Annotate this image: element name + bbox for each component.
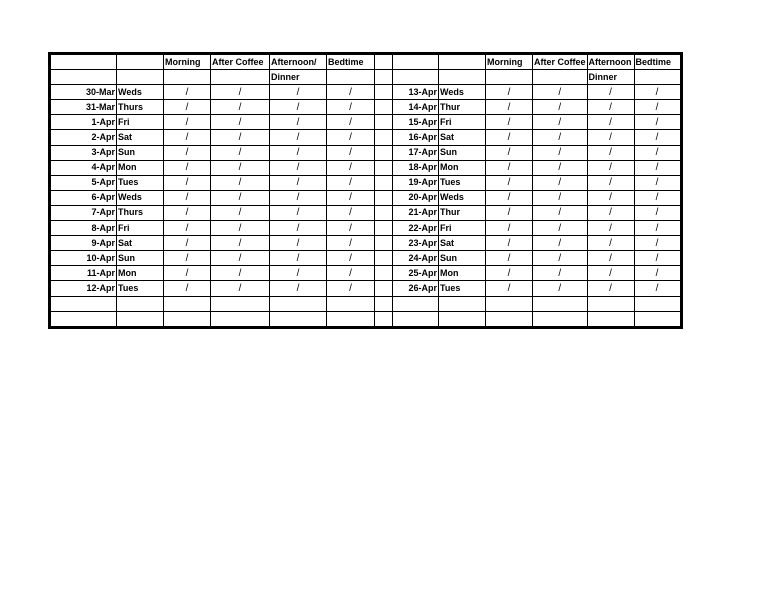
empty-cell[interactable]	[164, 311, 211, 326]
date-cell[interactable]: 4-Apr	[51, 160, 117, 175]
day-cell[interactable]: Thurs	[117, 100, 164, 115]
mark-cell[interactable]: /	[533, 205, 588, 220]
mark-cell[interactable]: /	[211, 221, 270, 236]
mark-cell[interactable]: /	[164, 115, 211, 130]
mark-cell[interactable]: /	[164, 145, 211, 160]
day-cell[interactable]: Sun	[117, 251, 164, 266]
date-cell[interactable]: 21-Apr	[393, 205, 439, 220]
mark-cell[interactable]: /	[164, 85, 211, 100]
mark-cell[interactable]: /	[587, 160, 634, 175]
spacer-cell[interactable]	[375, 251, 393, 266]
mark-cell[interactable]: /	[587, 205, 634, 220]
spacer-cell[interactable]	[375, 205, 393, 220]
mark-cell[interactable]: /	[327, 221, 375, 236]
left-header-cell-line2[interactable]	[164, 70, 211, 85]
mark-cell[interactable]: /	[164, 100, 211, 115]
table-row	[51, 160, 681, 175]
mark-cell[interactable]: /	[634, 85, 680, 100]
mark-cell[interactable]: /	[270, 100, 327, 115]
spacer-cell[interactable]	[375, 236, 393, 251]
spacer-cell[interactable]	[375, 55, 393, 70]
mark-cell[interactable]: /	[533, 115, 588, 130]
date-cell[interactable]: 6-Apr	[51, 190, 117, 205]
empty-cell[interactable]	[117, 296, 164, 311]
date-cell[interactable]: 19-Apr	[393, 175, 439, 190]
mark-cell[interactable]: /	[634, 236, 680, 251]
table-row	[51, 130, 681, 145]
empty-cell[interactable]	[270, 296, 327, 311]
tracking-table	[50, 54, 681, 327]
mark-cell[interactable]: /	[587, 175, 634, 190]
date-cell[interactable]: 30-Mar	[51, 85, 117, 100]
date-cell[interactable]: 17-Apr	[393, 145, 439, 160]
mark-cell[interactable]: /	[486, 100, 533, 115]
day-cell[interactable]: Weds	[439, 190, 486, 205]
mark-cell[interactable]: /	[587, 281, 634, 296]
mark-cell[interactable]: /	[270, 175, 327, 190]
mark-cell[interactable]: /	[327, 130, 375, 145]
mark-cell[interactable]: /	[533, 160, 588, 175]
tracking-sheet	[48, 52, 683, 329]
day-cell[interactable]: Sun	[117, 145, 164, 160]
mark-cell[interactable]: /	[211, 281, 270, 296]
mark-cell[interactable]: /	[211, 266, 270, 281]
header-empty-cell[interactable]	[439, 70, 486, 85]
day-cell[interactable]: Fri	[439, 115, 486, 130]
mark-cell[interactable]: /	[270, 266, 327, 281]
mark-cell[interactable]: /	[270, 160, 327, 175]
header-empty-cell[interactable]	[439, 55, 486, 70]
day-cell[interactable]: Fri	[117, 115, 164, 130]
empty-cell[interactable]	[486, 296, 533, 311]
left-header-cell-line2[interactable]	[211, 70, 270, 85]
mark-cell[interactable]: /	[211, 130, 270, 145]
mark-cell[interactable]: /	[634, 100, 680, 115]
header-empty-cell[interactable]	[51, 55, 117, 70]
mark-cell[interactable]: /	[270, 115, 327, 130]
mark-cell[interactable]: /	[164, 236, 211, 251]
mark-cell[interactable]: /	[587, 266, 634, 281]
mark-cell[interactable]: /	[533, 251, 588, 266]
mark-cell[interactable]: /	[270, 236, 327, 251]
table-row	[51, 175, 681, 190]
mark-cell[interactable]: /	[211, 190, 270, 205]
mark-cell[interactable]: /	[270, 145, 327, 160]
mark-cell[interactable]: /	[164, 190, 211, 205]
table-row	[51, 190, 681, 205]
mark-cell[interactable]: /	[327, 175, 375, 190]
right-header-cell[interactable]: Bedtime	[634, 55, 680, 70]
mark-cell[interactable]: /	[634, 160, 680, 175]
empty-cell[interactable]	[270, 311, 327, 326]
mark-cell[interactable]: /	[533, 130, 588, 145]
mark-cell[interactable]: /	[164, 175, 211, 190]
spacer-cell[interactable]	[375, 130, 393, 145]
date-cell[interactable]: 3-Apr	[51, 145, 117, 160]
mark-cell[interactable]: /	[486, 266, 533, 281]
date-cell[interactable]: 5-Apr	[51, 175, 117, 190]
day-cell[interactable]: Mon	[439, 266, 486, 281]
mark-cell[interactable]: /	[327, 85, 375, 100]
table-row	[51, 145, 681, 160]
mark-cell[interactable]: /	[486, 221, 533, 236]
day-cell[interactable]: Fri	[117, 221, 164, 236]
mark-cell[interactable]: /	[634, 205, 680, 220]
table-row	[51, 205, 681, 220]
mark-cell[interactable]: /	[486, 115, 533, 130]
mark-cell[interactable]: /	[533, 221, 588, 236]
mark-cell[interactable]: /	[486, 145, 533, 160]
mark-cell[interactable]: /	[634, 115, 680, 130]
mark-cell[interactable]: /	[587, 115, 634, 130]
mark-cell[interactable]: /	[587, 145, 634, 160]
spacer-cell[interactable]	[375, 160, 393, 175]
mark-cell[interactable]: /	[533, 190, 588, 205]
day-cell[interactable]: Sat	[117, 236, 164, 251]
mark-cell[interactable]: /	[327, 281, 375, 296]
empty-cell[interactable]	[533, 296, 588, 311]
mark-cell[interactable]: /	[486, 160, 533, 175]
mark-cell[interactable]: /	[327, 266, 375, 281]
mark-cell[interactable]: /	[211, 145, 270, 160]
spacer-cell[interactable]	[375, 266, 393, 281]
date-cell[interactable]: 12-Apr	[51, 281, 117, 296]
day-cell[interactable]: Sat	[439, 236, 486, 251]
table-row	[51, 281, 681, 296]
day-cell[interactable]: Sun	[439, 251, 486, 266]
empty-cell[interactable]	[393, 296, 439, 311]
mark-cell[interactable]: /	[211, 175, 270, 190]
mark-cell[interactable]: /	[327, 205, 375, 220]
day-cell[interactable]: Weds	[439, 85, 486, 100]
spacer-cell[interactable]	[375, 115, 393, 130]
mark-cell[interactable]: /	[270, 281, 327, 296]
mark-cell[interactable]: /	[211, 85, 270, 100]
spacer-cell[interactable]	[375, 145, 393, 160]
date-cell[interactable]: 11-Apr	[51, 266, 117, 281]
mark-cell[interactable]: /	[327, 160, 375, 175]
day-cell[interactable]: Mon	[117, 266, 164, 281]
mark-cell[interactable]: /	[211, 160, 270, 175]
mark-cell[interactable]: /	[164, 130, 211, 145]
date-cell[interactable]: 26-Apr	[393, 281, 439, 296]
date-cell[interactable]: 14-Apr	[393, 100, 439, 115]
mark-cell[interactable]: /	[634, 175, 680, 190]
empty-cell[interactable]	[533, 311, 588, 326]
mark-cell[interactable]: /	[587, 190, 634, 205]
mark-cell[interactable]: /	[164, 160, 211, 175]
table-row	[51, 221, 681, 236]
mark-cell[interactable]: /	[587, 100, 634, 115]
table-row	[51, 85, 681, 100]
mark-cell[interactable]: /	[164, 205, 211, 220]
right-header-cell-line2[interactable]: Dinner	[587, 70, 634, 85]
day-cell[interactable]: Weds	[117, 85, 164, 100]
empty-cell[interactable]	[439, 296, 486, 311]
header-row	[51, 55, 681, 70]
left-header-cell[interactable]: After Coffee	[211, 55, 270, 70]
mark-cell[interactable]: /	[211, 205, 270, 220]
left-header-cell[interactable]: Bedtime	[327, 55, 375, 70]
date-cell[interactable]: 2-Apr	[51, 130, 117, 145]
empty-cell[interactable]	[51, 311, 117, 326]
spacer-cell[interactable]	[375, 175, 393, 190]
right-header-cell-line2[interactable]	[486, 70, 533, 85]
empty-cell[interactable]	[486, 311, 533, 326]
mark-cell[interactable]: /	[327, 115, 375, 130]
spacer-cell[interactable]	[375, 100, 393, 115]
empty-cell[interactable]	[117, 311, 164, 326]
mark-cell[interactable]: /	[270, 251, 327, 266]
mark-cell[interactable]: /	[164, 266, 211, 281]
mark-cell[interactable]: /	[533, 85, 588, 100]
mark-cell[interactable]: /	[634, 281, 680, 296]
table-row	[51, 236, 681, 251]
mark-cell[interactable]: /	[486, 205, 533, 220]
day-cell[interactable]: Mon	[439, 160, 486, 175]
mark-cell[interactable]: /	[486, 251, 533, 266]
mark-cell[interactable]: /	[270, 130, 327, 145]
mark-cell[interactable]: /	[486, 236, 533, 251]
mark-cell[interactable]: /	[634, 266, 680, 281]
day-cell[interactable]: Fri	[439, 221, 486, 236]
mark-cell[interactable]: /	[211, 115, 270, 130]
spacer-cell[interactable]	[375, 70, 393, 85]
day-cell[interactable]: Thurs	[117, 205, 164, 220]
date-cell[interactable]: 8-Apr	[51, 221, 117, 236]
mark-cell[interactable]: /	[327, 190, 375, 205]
mark-cell[interactable]: /	[587, 130, 634, 145]
mark-cell[interactable]: /	[486, 281, 533, 296]
spacer-cell[interactable]	[375, 190, 393, 205]
mark-cell[interactable]: /	[270, 85, 327, 100]
mark-cell[interactable]: /	[634, 190, 680, 205]
day-cell[interactable]: Thur	[439, 100, 486, 115]
date-cell[interactable]: 18-Apr	[393, 160, 439, 175]
date-cell[interactable]: 24-Apr	[393, 251, 439, 266]
right-header-cell[interactable]: Morning	[486, 55, 533, 70]
mark-cell[interactable]: /	[533, 100, 588, 115]
mark-cell[interactable]: /	[211, 236, 270, 251]
date-cell[interactable]: 10-Apr	[51, 251, 117, 266]
left-header-cell-line2[interactable]	[327, 70, 375, 85]
empty-cell[interactable]	[211, 296, 270, 311]
table-row	[51, 100, 681, 115]
mark-cell[interactable]: /	[533, 145, 588, 160]
date-cell[interactable]: 20-Apr	[393, 190, 439, 205]
mark-cell[interactable]: /	[486, 130, 533, 145]
mark-cell[interactable]: /	[634, 251, 680, 266]
empty-row	[51, 296, 681, 311]
date-cell[interactable]: 23-Apr	[393, 236, 439, 251]
day-cell[interactable]: Tues	[117, 175, 164, 190]
mark-cell[interactable]: /	[533, 175, 588, 190]
header-empty-cell[interactable]	[393, 70, 439, 85]
empty-cell[interactable]	[375, 311, 393, 326]
date-cell[interactable]: 13-Apr	[393, 85, 439, 100]
table-body	[51, 55, 681, 327]
mark-cell[interactable]: /	[587, 85, 634, 100]
right-header-cell-line2[interactable]	[634, 70, 680, 85]
mark-cell[interactable]: /	[587, 236, 634, 251]
day-cell[interactable]: Tues	[439, 175, 486, 190]
day-cell[interactable]: Tues	[439, 281, 486, 296]
date-cell[interactable]: 9-Apr	[51, 236, 117, 251]
mark-cell[interactable]: /	[270, 205, 327, 220]
spacer-cell[interactable]	[375, 281, 393, 296]
day-cell[interactable]: Thur	[439, 205, 486, 220]
date-cell[interactable]: 25-Apr	[393, 266, 439, 281]
left-header-cell[interactable]: Afternoon/	[270, 55, 327, 70]
mark-cell[interactable]: /	[634, 130, 680, 145]
header-empty-cell[interactable]	[51, 70, 117, 85]
mark-cell[interactable]: /	[270, 221, 327, 236]
header-empty-cell[interactable]	[117, 70, 164, 85]
header-row-2	[51, 70, 681, 85]
date-cell[interactable]: 1-Apr	[51, 115, 117, 130]
day-cell[interactable]: Mon	[117, 160, 164, 175]
empty-cell[interactable]	[327, 296, 375, 311]
mark-cell[interactable]: /	[164, 281, 211, 296]
date-cell[interactable]: 7-Apr	[51, 205, 117, 220]
day-cell[interactable]: Sat	[117, 130, 164, 145]
mark-cell[interactable]: /	[587, 221, 634, 236]
mark-cell[interactable]: /	[211, 251, 270, 266]
mark-cell[interactable]: /	[164, 251, 211, 266]
empty-cell[interactable]	[587, 311, 634, 326]
date-cell[interactable]: 15-Apr	[393, 115, 439, 130]
header-empty-cell[interactable]	[117, 55, 164, 70]
mark-cell[interactable]: /	[211, 100, 270, 115]
empty-cell[interactable]	[634, 311, 680, 326]
empty-cell[interactable]	[634, 296, 680, 311]
right-header-cell[interactable]: Afternoon	[587, 55, 634, 70]
mark-cell[interactable]: /	[634, 145, 680, 160]
empty-cell[interactable]	[375, 296, 393, 311]
table-row	[51, 251, 681, 266]
date-cell[interactable]: 16-Apr	[393, 130, 439, 145]
empty-cell[interactable]	[164, 296, 211, 311]
left-header-cell-line2[interactable]: Dinner	[270, 70, 327, 85]
mark-cell[interactable]: /	[587, 251, 634, 266]
empty-cell[interactable]	[211, 311, 270, 326]
header-empty-cell[interactable]	[393, 55, 439, 70]
empty-cell[interactable]	[587, 296, 634, 311]
mark-cell[interactable]: /	[327, 100, 375, 115]
date-cell[interactable]: 22-Apr	[393, 221, 439, 236]
empty-cell[interactable]	[51, 296, 117, 311]
empty-row	[51, 311, 681, 326]
empty-cell[interactable]	[393, 311, 439, 326]
table-row	[51, 266, 681, 281]
mark-cell[interactable]: /	[164, 221, 211, 236]
spacer-cell[interactable]	[375, 221, 393, 236]
left-header-cell[interactable]: Morning	[164, 55, 211, 70]
mark-cell[interactable]: /	[533, 236, 588, 251]
mark-cell[interactable]: /	[486, 175, 533, 190]
mark-cell[interactable]: /	[533, 281, 588, 296]
mark-cell[interactable]: /	[486, 190, 533, 205]
date-cell[interactable]: 31-Mar	[51, 100, 117, 115]
table-row	[51, 115, 681, 130]
mark-cell[interactable]: /	[634, 221, 680, 236]
spacer-cell[interactable]	[375, 85, 393, 100]
day-cell[interactable]: Tues	[117, 281, 164, 296]
mark-cell[interactable]: /	[533, 266, 588, 281]
empty-cell[interactable]	[439, 311, 486, 326]
mark-cell[interactable]: /	[327, 236, 375, 251]
right-header-cell-line2[interactable]	[533, 70, 588, 85]
mark-cell[interactable]: /	[327, 145, 375, 160]
day-cell[interactable]: Sat	[439, 130, 486, 145]
mark-cell[interactable]: /	[486, 85, 533, 100]
day-cell[interactable]: Weds	[117, 190, 164, 205]
day-cell[interactable]: Sun	[439, 145, 486, 160]
mark-cell[interactable]: /	[270, 190, 327, 205]
empty-cell[interactable]	[327, 311, 375, 326]
mark-cell[interactable]: /	[327, 251, 375, 266]
right-header-cell[interactable]: After Coffee	[533, 55, 588, 70]
